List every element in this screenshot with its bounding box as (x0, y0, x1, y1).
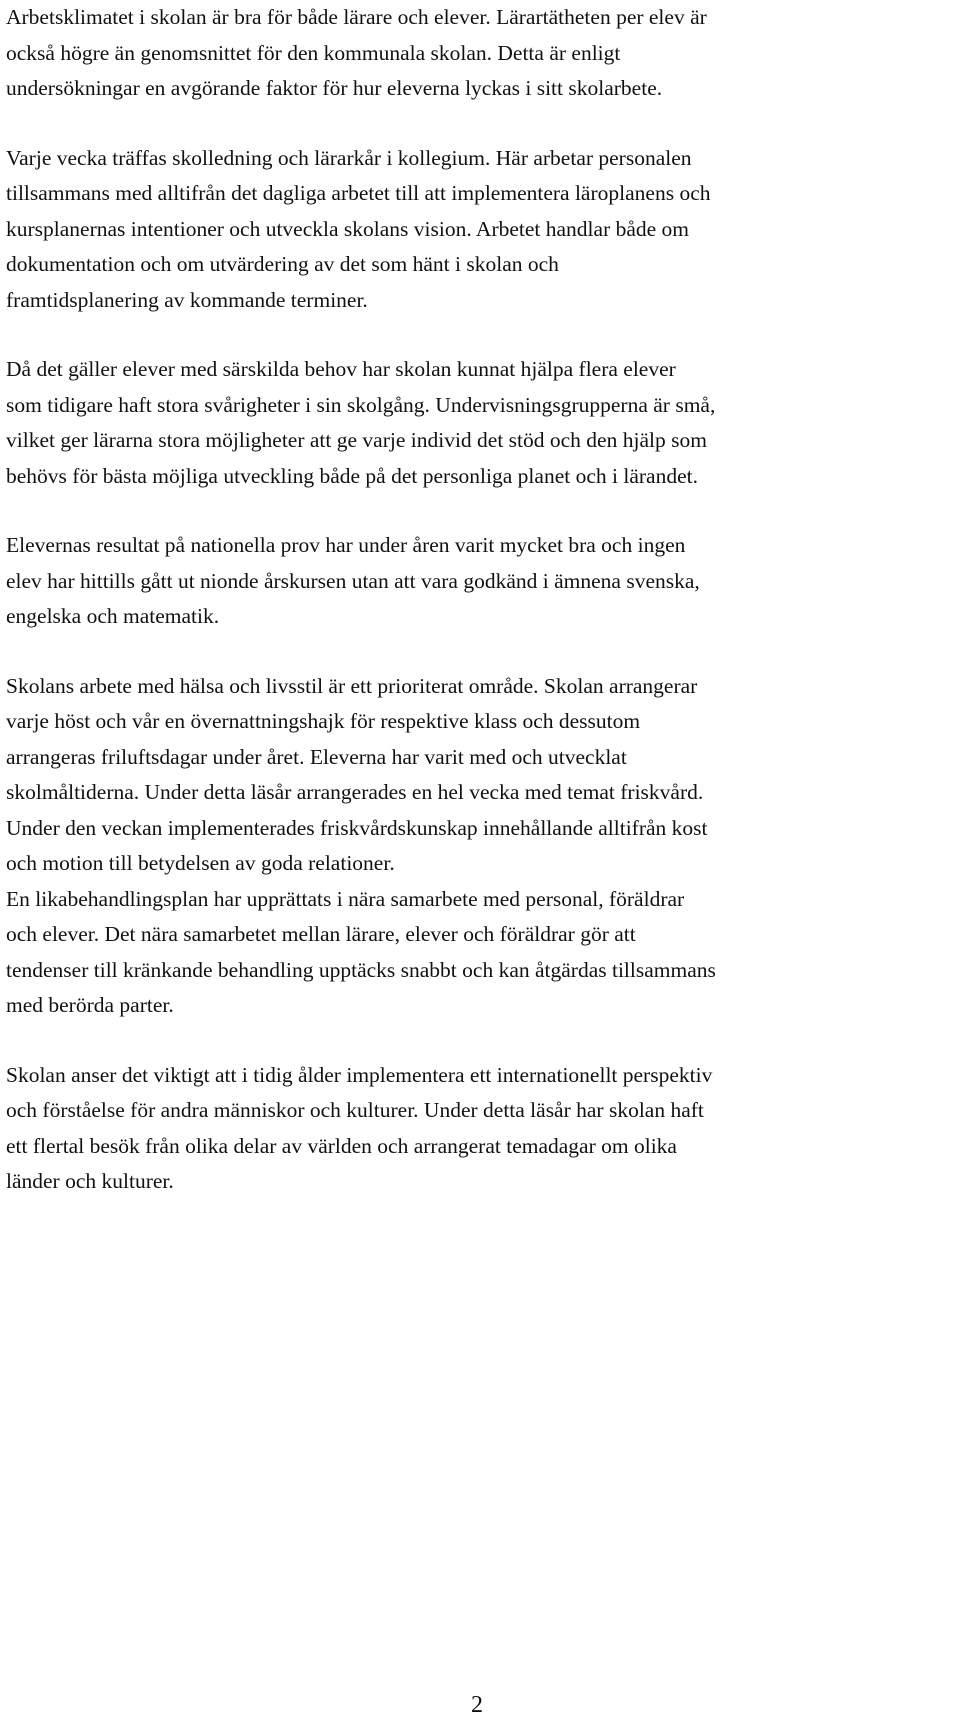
text-line: och motion till betydelsen av goda relationer. (6, 851, 395, 875)
text-line: länder och kulturer. (6, 1169, 174, 1193)
text-line: skolmåltiderna. Under detta läsår arrangerades en hel vecka med temat friskvård. (6, 780, 704, 804)
text-line: Under den veckan implementerades friskvårdskunskap innehållande alltifrån kost (6, 815, 708, 840)
text-line: Elevernas resultat på nationella prov har under åren varit mycket bra och ingen (6, 533, 686, 557)
text-line: behövs för bästa möjliga utveckling både på det personliga planet och i lärandet. (6, 463, 698, 488)
text-line: dokumentation och om utvärdering av det som hänt i skolan och (6, 252, 559, 276)
text-line: ett flertal besök från olika delar av världen och arrangerat temadagar om olika (6, 1133, 677, 1158)
text-line: och förståelse för andra människor och kulturer. Under detta läsår har skolan haft (6, 1098, 704, 1122)
text-line: vilket ger lärarna stora möjligheter att ge varje individ det stöd och den hjälp som (6, 428, 707, 452)
text-line: tillsammans med alltifrån det dagliga arbetet till att implementera läroplanens och (6, 181, 711, 205)
text-line: Varje vecka träffas skolledning och lärarkår i kollegium. Här arbetar personalen (6, 145, 692, 170)
paragraph-spacer (6, 494, 950, 528)
paragraph-staff-meetings (6, 141, 950, 319)
text-line: Skolan anser det viktigt att i tidig ålder implementera ett internationellt perspektiv (6, 1062, 713, 1087)
text-line: En likabehandlingsplan har upprättats i nära samarbete med personal, föräldrar (6, 886, 685, 911)
text-line: och elever. Det nära samarbetet mellan lärare, elever och föräldrar gör att (6, 922, 636, 946)
text-line: arrangeras friluftsdagar under året. Eleverna har varit med och utvecklat (6, 744, 627, 769)
text-line: med berörda parter. (6, 993, 174, 1017)
text-line: Skolans arbete med hälsa och livsstil är ett prioriterat område. Skolan arrangerar (6, 673, 698, 698)
paragraph-international-perspective (6, 1058, 950, 1200)
text-line: undersökningar en avgörande faktor för hur eleverna lyckas i sitt skolarbete. (6, 76, 663, 100)
text-line: Arbetsklimatet i skolan är bra för både lärare och elever. Lärartätheten per elev är (6, 5, 707, 29)
page-number: 2 (471, 1692, 483, 1718)
paragraph-national-tests (6, 528, 950, 635)
text-line: också högre än genomsnittet för den kommunala skolan. Detta är enligt (6, 40, 621, 65)
paragraph-spacer (6, 107, 950, 141)
text-line: kursplanernas intentioner och utveckla skolans vision. Arbetet handlar både om (6, 216, 690, 241)
paragraph-special-needs (6, 352, 950, 494)
paragraph-spacer (6, 1024, 950, 1058)
paragraph-spacer (6, 318, 950, 352)
text-line: tendenser till kränkande behandling upptäcks snabbt och kan åtgärdas tillsammans (6, 957, 716, 982)
text-line: Då det gäller elever med särskilda behov har skolan kunnat hjälpa flera elever (6, 357, 676, 381)
text-line: som tidigare haft stora svårigheter i sin skolgång. Undervisningsgrupperna är små, (6, 392, 716, 417)
text-line: framtidsplanering av kommande terminer. (6, 287, 368, 312)
document-body (6, 0, 950, 1200)
paragraph-work-climate (6, 0, 950, 107)
paragraph-health-and-equality (6, 669, 950, 1024)
text-line: varje höst och vår en övernattningshajk för respektive klass och dessutom (6, 709, 641, 733)
paragraph-spacer (6, 635, 950, 669)
text-line: elev har hittills gått ut nionde årskursen utan att vara godkänd i ämnena svenska, (6, 568, 700, 593)
text-line: engelska och matematik. (6, 604, 220, 628)
